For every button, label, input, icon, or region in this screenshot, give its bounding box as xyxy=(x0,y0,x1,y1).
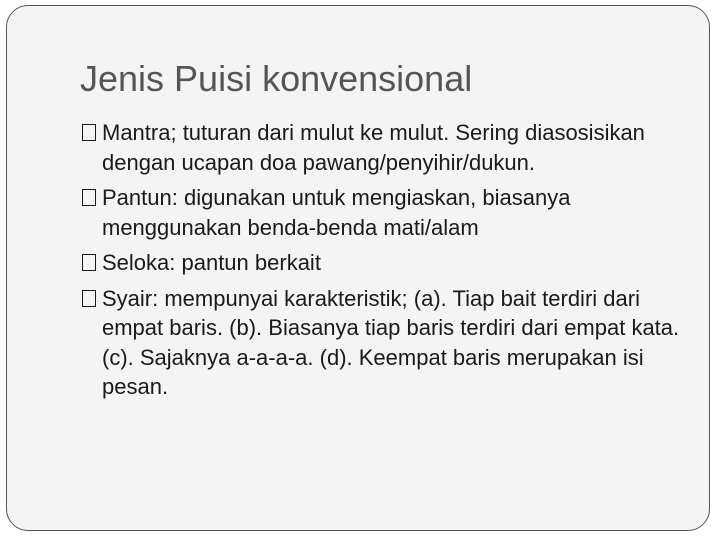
bullet-text: Seloka: pantun berkait xyxy=(102,250,321,275)
bullet-item-syair xyxy=(80,284,690,402)
bullet-item-pantun xyxy=(80,183,690,242)
bullet-box-icon xyxy=(82,254,96,271)
bullet-text: Syair: mempunyai karakteristik; (a). Tiap bait terdiri dari empat baris. (b). Biasanya tiap baris terdiri dari empat kata. (c). Sajaknya a-a-a-a. (d). Keempat baris merupakan isi pesan. xyxy=(102,285,680,399)
bullet-box-icon xyxy=(82,124,96,141)
bullet-list xyxy=(80,118,690,408)
bullet-item-seloka xyxy=(80,248,690,278)
slide-title: Jenis Puisi konvensional xyxy=(80,58,473,99)
bullet-box-icon xyxy=(82,189,96,206)
bullet-item-mantra xyxy=(80,118,690,177)
bullet-text: Mantra; tuturan dari mulut ke mulut. Sering diasosisikan dengan ucapan doa pawang/penyihir/dukun. xyxy=(102,120,645,175)
bullet-text: Pantun: digunakan untuk mengiaskan, biasanya menggunakan benda-benda mati/alam xyxy=(102,185,571,240)
bullet-box-icon xyxy=(82,290,96,307)
